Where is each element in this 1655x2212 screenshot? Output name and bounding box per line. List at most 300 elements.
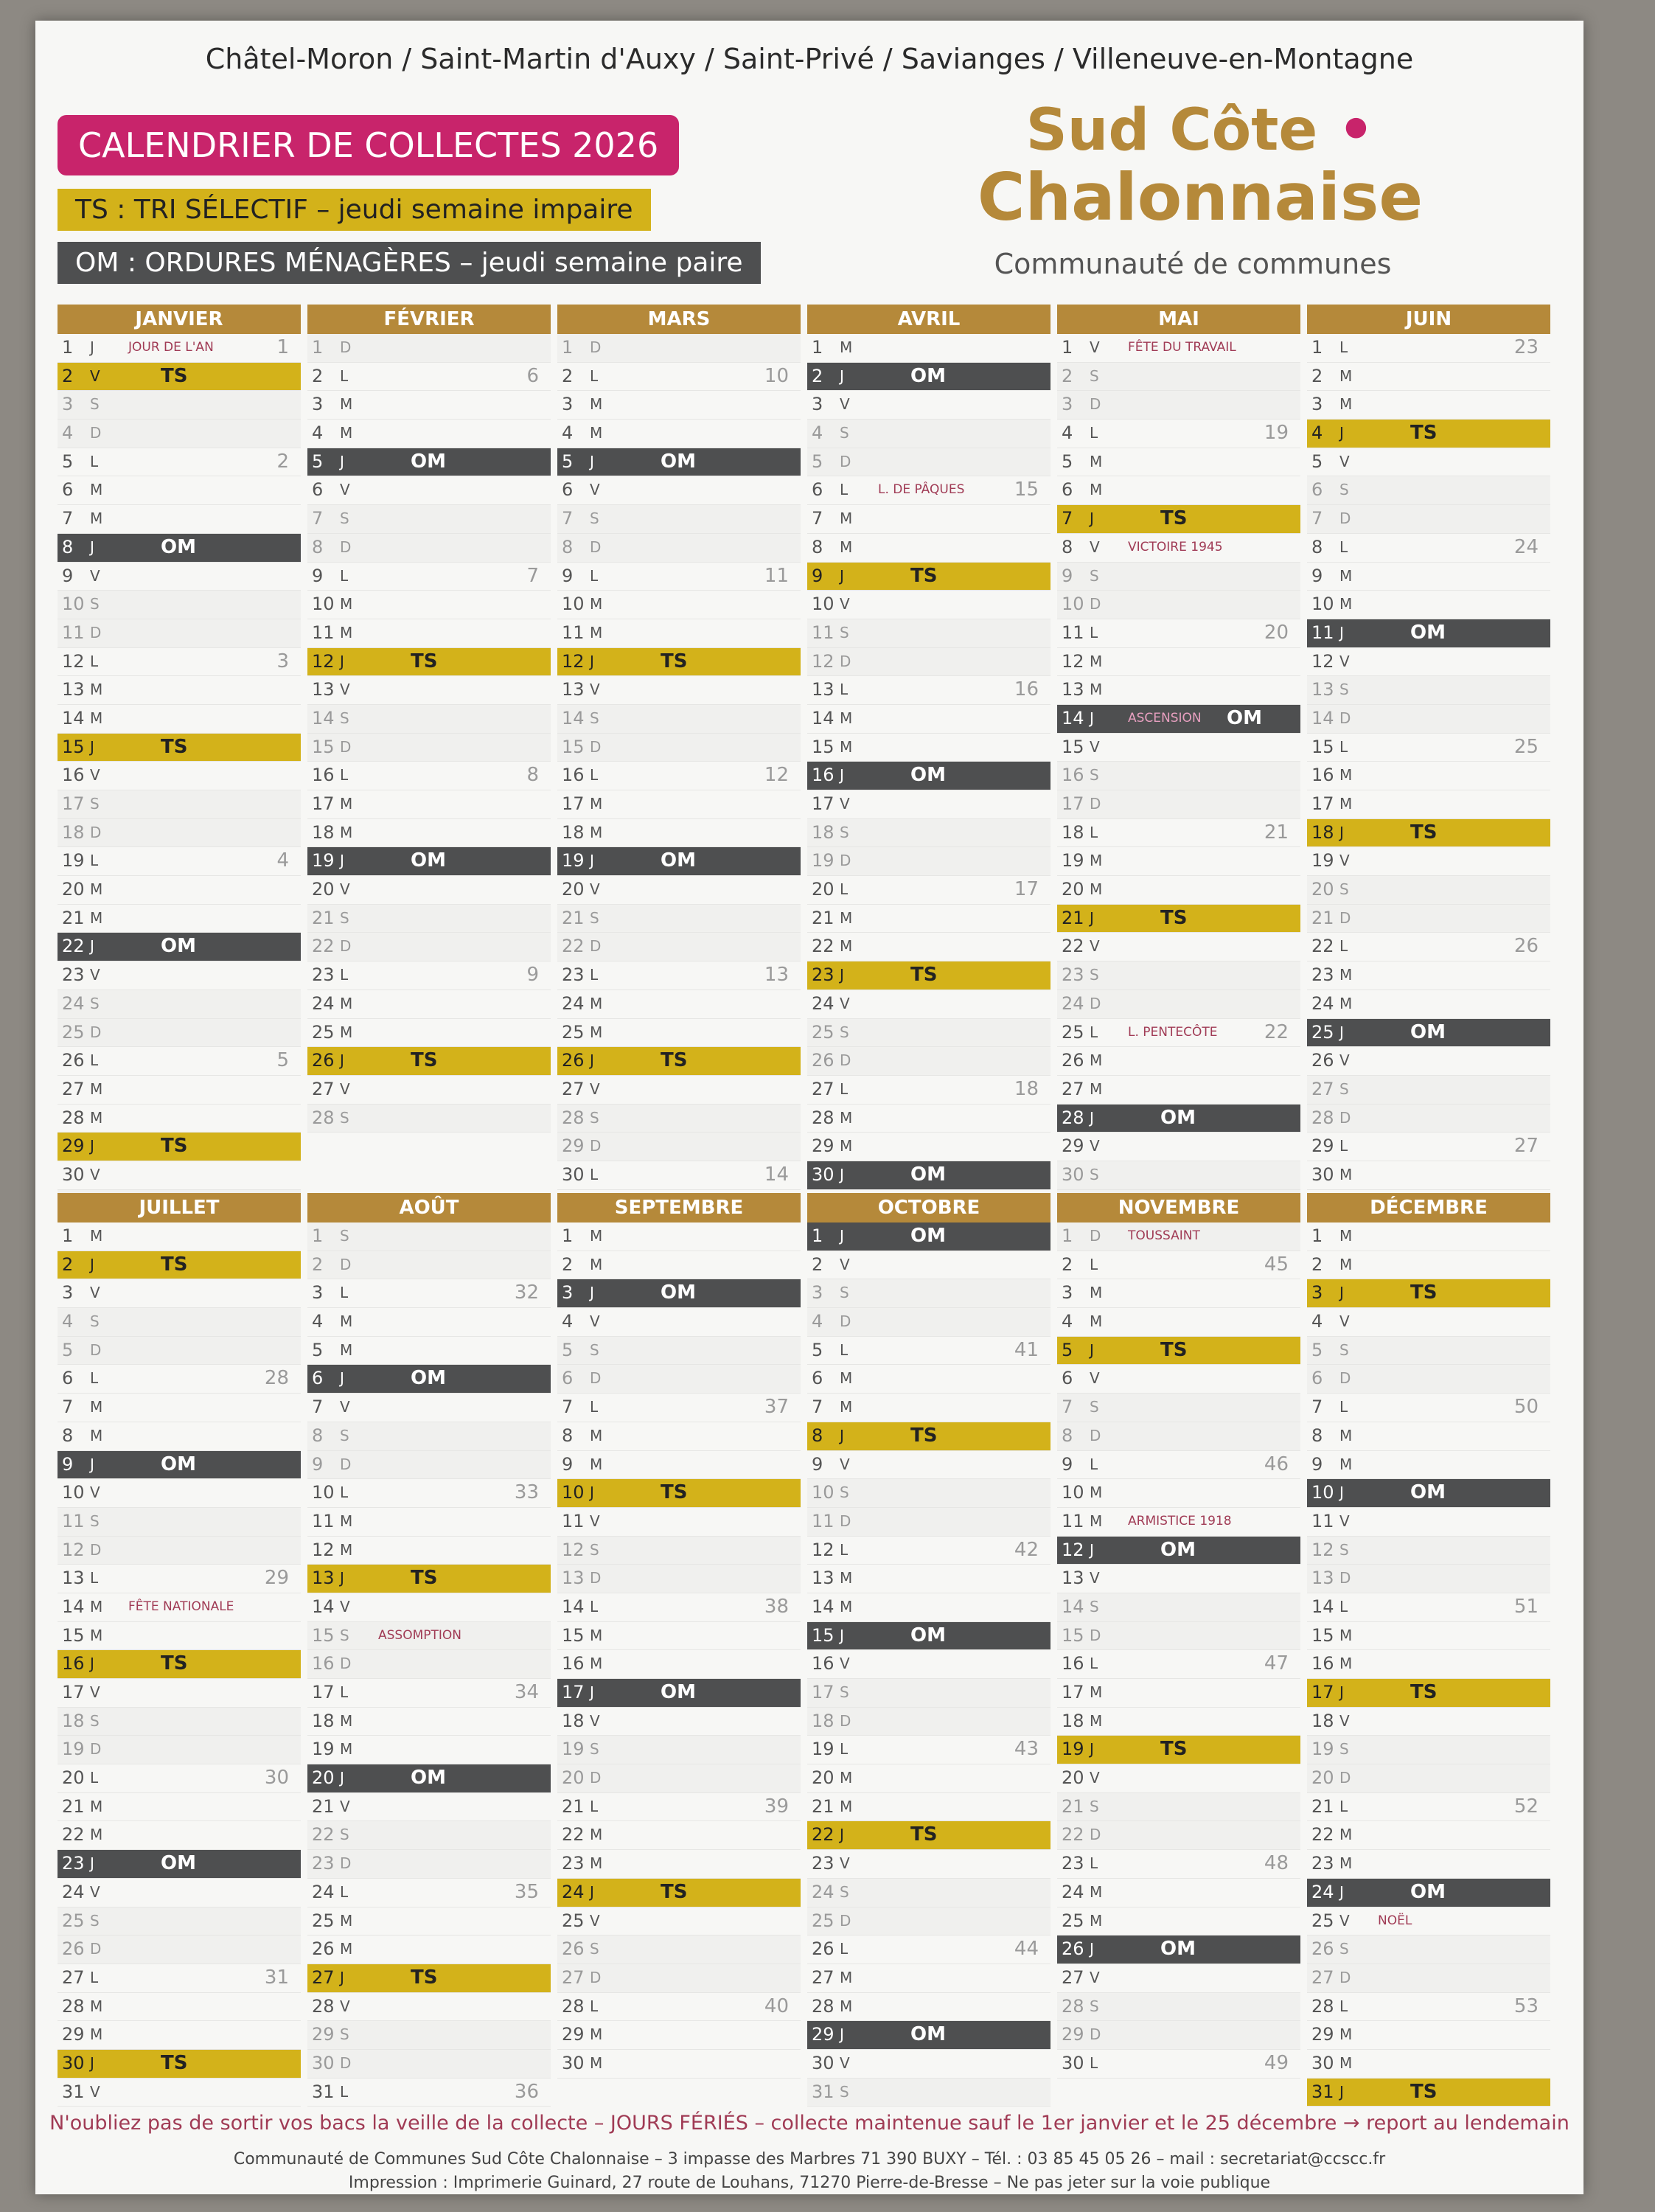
day-row <box>58 876 301 905</box>
day-row <box>58 762 301 790</box>
day-row <box>557 1821 801 1850</box>
day-row <box>807 1222 1051 1251</box>
day-letter: L <box>590 366 599 385</box>
day-number: 28 <box>562 1107 585 1128</box>
day-row <box>557 1308 801 1337</box>
ts-collection-tag: TS <box>161 735 188 758</box>
day-row <box>557 1394 801 1422</box>
day-number: 5 <box>62 451 74 472</box>
day-number: 10 <box>812 1482 835 1503</box>
day-row <box>1057 1764 1300 1793</box>
day-letter: S <box>340 1826 349 1844</box>
day-number: 13 <box>1062 1568 1084 1589</box>
day-row <box>807 1935 1051 1964</box>
week-number: 52 <box>1513 1795 1539 1818</box>
day-letter: M <box>340 623 353 641</box>
day-row <box>557 1279 801 1308</box>
day-row <box>807 2079 1051 2107</box>
day-row <box>1057 1422 1300 1451</box>
day-letter: S <box>590 509 599 528</box>
day-letter: D <box>1339 1569 1351 1587</box>
day-number: 1 <box>62 1225 74 1246</box>
day-number: 20 <box>312 1767 335 1789</box>
day-row <box>1307 648 1550 677</box>
day-letter: L <box>840 1540 849 1559</box>
day-row <box>58 1764 301 1793</box>
day-letter: S <box>90 1512 100 1530</box>
day-row <box>307 819 551 848</box>
day-letter: L <box>90 452 99 470</box>
day-row <box>557 734 801 762</box>
day-row <box>807 1622 1051 1651</box>
day-number: 16 <box>312 765 335 786</box>
week-number: 13 <box>764 964 789 987</box>
day-letter: L <box>1339 1997 1348 2015</box>
day-letter: M <box>340 1940 353 1958</box>
day-row <box>1057 1821 1300 1850</box>
day-row <box>58 1019 301 1048</box>
week-number: 32 <box>514 1281 539 1304</box>
day-letter: L <box>340 766 349 785</box>
holiday-label: VICTOIRE 1945 <box>1128 539 1223 554</box>
day-letter: S <box>590 709 599 727</box>
day-letter: M <box>590 1655 603 1673</box>
week-number: 21 <box>1264 821 1289 844</box>
day-number: 24 <box>1062 992 1084 1014</box>
day-letter: V <box>1090 1369 1100 1388</box>
day-row <box>58 1161 301 1190</box>
day-letter: M <box>90 1426 103 1444</box>
day-letter: L <box>590 1398 599 1416</box>
day-row <box>1057 1565 1300 1593</box>
day-number: 23 <box>312 1853 335 1874</box>
om-collection-tag: OM <box>161 1453 196 1475</box>
day-letter: M <box>840 338 853 356</box>
day-number: 12 <box>562 650 585 672</box>
day-number: 7 <box>562 1397 574 1418</box>
day-letter: D <box>90 424 102 442</box>
day-number: 29 <box>562 1135 585 1157</box>
week-number: 45 <box>1264 1253 1289 1276</box>
day-row <box>1307 1736 1550 1764</box>
day-number: 5 <box>1311 451 1323 472</box>
day-number: 10 <box>312 594 335 615</box>
day-letter: M <box>1339 1655 1353 1673</box>
om-collection-tag: OM <box>910 764 946 787</box>
day-number: 22 <box>1311 1824 1334 1846</box>
day-letter: S <box>590 1940 599 1958</box>
day-row <box>58 334 301 363</box>
day-letter: V <box>840 595 850 613</box>
day-row <box>1307 2021 1550 2050</box>
day-number: 10 <box>562 1482 585 1503</box>
day-row <box>557 1365 801 1394</box>
day-letter: D <box>840 1312 851 1331</box>
day-number: 20 <box>812 1767 835 1789</box>
day-row <box>58 819 301 848</box>
day-row <box>1057 1850 1300 1879</box>
day-letter: V <box>840 994 850 1012</box>
day-row <box>58 391 301 420</box>
day-number: 4 <box>62 1311 74 1332</box>
day-number: 18 <box>812 1710 835 1731</box>
day-row <box>807 1679 1051 1708</box>
day-number: 10 <box>1311 1482 1334 1503</box>
day-number: 31 <box>812 2081 835 2102</box>
day-row <box>1307 961 1550 990</box>
day-number: 19 <box>562 1739 585 1760</box>
day-letter: D <box>590 538 602 556</box>
day-letter: M <box>1090 1711 1103 1730</box>
day-number: 9 <box>312 565 324 586</box>
day-row <box>58 2079 301 2107</box>
day-row <box>307 1650 551 1679</box>
day-row <box>1057 847 1300 876</box>
day-letter: L <box>840 481 849 499</box>
ts-collection-tag: TS <box>1410 821 1438 844</box>
day-letter: V <box>90 1284 100 1302</box>
day-letter: M <box>590 994 603 1012</box>
day-row <box>307 1821 551 1850</box>
week-number: 4 <box>276 849 289 872</box>
day-number: 22 <box>812 1824 835 1846</box>
day-letter: M <box>340 1911 353 1930</box>
day-letter: J <box>1090 1540 1094 1559</box>
day-row <box>807 1879 1051 1907</box>
day-letter: L <box>340 966 349 984</box>
day-row <box>58 505 301 534</box>
day-number: 17 <box>312 1682 335 1703</box>
day-number: 24 <box>312 992 335 1014</box>
day-letter: S <box>1339 1940 1349 1958</box>
ts-collection-tag: TS <box>910 1424 938 1447</box>
day-letter: D <box>90 623 102 641</box>
day-number: 17 <box>62 793 85 814</box>
day-letter: S <box>90 1312 100 1331</box>
day-letter: S <box>1090 1997 1099 2015</box>
day-letter: L <box>840 1940 849 1958</box>
day-letter: M <box>1339 595 1353 613</box>
day-row <box>58 619 301 648</box>
day-letter: D <box>90 823 102 841</box>
day-letter: M <box>1090 1079 1103 1098</box>
day-row <box>807 961 1051 990</box>
day-letter: S <box>1339 1740 1349 1759</box>
day-row <box>1307 1708 1550 1736</box>
day-number: 22 <box>312 936 335 957</box>
day-number: 20 <box>562 1767 585 1789</box>
day-row <box>807 1850 1051 1879</box>
day-letter: M <box>340 1711 353 1730</box>
day-number: 4 <box>812 1311 823 1332</box>
day-number: 3 <box>1062 1282 1073 1304</box>
day-row <box>307 1879 551 1907</box>
day-letter: M <box>840 709 853 727</box>
day-number: 9 <box>812 565 823 586</box>
day-letter: J <box>840 766 844 785</box>
day-row <box>1307 1076 1550 1105</box>
day-number: 21 <box>1062 1795 1084 1817</box>
week-number: 20 <box>1264 621 1289 644</box>
day-letter: L <box>1090 1255 1098 1273</box>
day-letter: J <box>840 1165 844 1183</box>
ts-collection-tag: TS <box>411 650 438 672</box>
week-number: 23 <box>1513 336 1539 358</box>
day-row <box>1307 705 1550 734</box>
day-number: 22 <box>1062 936 1084 957</box>
day-row <box>307 1019 551 1048</box>
day-row <box>557 876 801 905</box>
day-number: 25 <box>1311 1021 1334 1043</box>
day-number: 3 <box>312 1282 324 1304</box>
day-letter: S <box>90 395 100 414</box>
day-letter: M <box>340 1340 353 1359</box>
day-letter: J <box>340 1769 344 1787</box>
day-row <box>307 705 551 734</box>
day-row <box>1057 1708 1300 1736</box>
day-letter: D <box>840 852 851 870</box>
day-row <box>1057 876 1300 905</box>
day-number: 30 <box>1311 2052 1334 2073</box>
day-number: 29 <box>812 2024 835 2045</box>
day-number: 13 <box>312 679 335 700</box>
day-letter: M <box>1090 1312 1103 1331</box>
day-letter: V <box>1339 1711 1350 1730</box>
day-number: 3 <box>812 394 823 415</box>
day-row <box>807 1105 1051 1133</box>
day-row <box>807 420 1051 448</box>
day-row <box>557 1879 801 1907</box>
day-letter: M <box>1090 880 1103 899</box>
day-number: 12 <box>812 650 835 672</box>
day-number: 1 <box>312 1225 324 1246</box>
day-number: 6 <box>1311 1368 1323 1389</box>
week-number: 30 <box>264 1767 289 1790</box>
day-number: 28 <box>812 1995 835 2017</box>
day-letter: S <box>340 908 349 927</box>
day-number: 1 <box>312 337 324 358</box>
day-number: 25 <box>312 1910 335 1931</box>
week-number: 15 <box>1014 479 1039 501</box>
day-number: 6 <box>562 479 574 501</box>
day-number: 11 <box>812 622 835 643</box>
day-letter: M <box>840 1968 853 1986</box>
day-letter: V <box>90 366 100 385</box>
day-number: 12 <box>312 650 335 672</box>
day-letter: M <box>340 823 353 841</box>
day-letter: J <box>1090 1340 1094 1359</box>
day-number: 4 <box>312 422 324 444</box>
day-row <box>58 1308 301 1337</box>
day-number: 26 <box>562 1938 585 1960</box>
day-number: 15 <box>562 736 585 757</box>
day-number: 14 <box>1062 707 1084 728</box>
day-number: 21 <box>62 1795 85 1817</box>
om-legend: OM : ORDURES MÉNAGÈRES – jeudi semaine paire <box>58 242 761 284</box>
day-letter: D <box>1090 994 1101 1012</box>
month-8 <box>307 1193 551 2107</box>
day-letter: L <box>1090 2053 1098 2072</box>
day-number: 23 <box>812 964 835 986</box>
day-number: 29 <box>1311 1135 1334 1157</box>
day-number: 16 <box>312 1653 335 1674</box>
month-header: SEPTEMBRE <box>557 1193 801 1222</box>
holiday-label: ASCENSION <box>1128 710 1202 726</box>
day-number: 20 <box>312 879 335 900</box>
day-row <box>1307 1279 1550 1308</box>
day-number: 28 <box>62 1107 85 1128</box>
day-number: 26 <box>312 1050 335 1071</box>
day-number: 11 <box>812 1510 835 1531</box>
day-row <box>1307 420 1550 448</box>
day-letter: M <box>90 1997 103 2015</box>
day-number: 8 <box>1311 1425 1323 1446</box>
day-row <box>1057 391 1300 420</box>
day-row <box>1307 1479 1550 1508</box>
day-number: 10 <box>1062 594 1084 615</box>
day-number: 24 <box>812 992 835 1014</box>
week-number: 2 <box>276 450 289 473</box>
day-number: 15 <box>812 1624 835 1646</box>
week-number: 8 <box>526 764 539 787</box>
day-number: 2 <box>1062 365 1073 386</box>
day-row <box>58 1251 301 1280</box>
day-letter: S <box>840 424 849 442</box>
calendar-sheet <box>35 21 1583 2194</box>
day-letter: D <box>840 652 851 670</box>
om-collection-tag: OM <box>910 2023 946 2046</box>
day-number: 22 <box>812 936 835 957</box>
day-letter: M <box>590 1023 603 1041</box>
day-row <box>807 1764 1051 1793</box>
day-row <box>557 762 801 790</box>
om-collection-tag: OM <box>411 1367 446 1390</box>
day-row <box>58 1708 301 1736</box>
holiday-label: FÊTE DU TRAVAIL <box>1128 340 1236 355</box>
day-number: 18 <box>812 821 835 843</box>
day-number: 3 <box>562 1282 574 1304</box>
day-number: 30 <box>812 1164 835 1185</box>
day-row <box>1307 1622 1550 1651</box>
day-row <box>807 1394 1051 1422</box>
day-number: 29 <box>62 1135 85 1157</box>
day-row <box>1307 1935 1550 1964</box>
day-row <box>307 1279 551 1308</box>
holiday-label: L. DE PÂQUES <box>878 482 965 498</box>
day-row <box>557 1222 801 1251</box>
day-number: 17 <box>1311 793 1334 814</box>
day-letter: M <box>1090 1683 1103 1701</box>
day-number: 19 <box>1311 1739 1334 1760</box>
day-row <box>557 905 801 933</box>
day-row <box>1057 1337 1300 1366</box>
week-number: 41 <box>1014 1338 1039 1361</box>
day-row <box>1057 819 1300 848</box>
day-number: 25 <box>562 1910 585 1931</box>
day-letter: V <box>590 1512 600 1530</box>
ts-collection-tag: TS <box>1160 906 1188 929</box>
day-number: 11 <box>562 622 585 643</box>
day-row <box>58 1565 301 1593</box>
day-letter: J <box>90 1137 94 1155</box>
day-number: 23 <box>62 1853 85 1874</box>
day-letter: S <box>90 1711 100 1730</box>
day-letter: M <box>1339 2025 1353 2044</box>
day-letter: V <box>1090 1769 1100 1787</box>
day-letter: M <box>840 1137 853 1155</box>
day-number: 19 <box>312 850 335 872</box>
day-number: 8 <box>562 1425 574 1446</box>
day-row <box>307 1964 551 1993</box>
day-row <box>1307 1764 1550 1793</box>
day-letter: M <box>590 1854 603 1873</box>
day-number: 27 <box>62 1966 85 1988</box>
day-number: 15 <box>312 736 335 757</box>
day-letter: J <box>840 1227 844 1245</box>
week-number: 44 <box>1014 1938 1039 1961</box>
day-number: 17 <box>812 1682 835 1703</box>
day-number: 8 <box>62 1425 74 1446</box>
day-letter: D <box>1090 2025 1101 2044</box>
holiday-label: ASSOMPTION <box>378 1627 462 1643</box>
day-number: 7 <box>1311 508 1323 529</box>
day-row <box>307 1708 551 1736</box>
day-row <box>307 1451 551 1480</box>
day-number: 2 <box>812 1253 823 1275</box>
day-row <box>1057 1993 1300 2022</box>
day-row <box>1057 1365 1300 1394</box>
day-number: 17 <box>812 793 835 814</box>
day-letter: V <box>90 1683 100 1701</box>
day-letter: J <box>340 1051 344 1070</box>
day-letter: M <box>590 1455 603 1473</box>
day-row <box>307 363 551 392</box>
day-letter: M <box>1339 366 1353 385</box>
day-row <box>1307 1565 1550 1593</box>
day-row <box>807 734 1051 762</box>
day-number: 4 <box>1062 422 1073 444</box>
day-number: 9 <box>312 1453 324 1475</box>
day-row <box>58 1593 301 1622</box>
day-letter: M <box>590 795 603 813</box>
day-row <box>58 1622 301 1651</box>
week-number: 5 <box>276 1049 289 1072</box>
week-number: 19 <box>1264 422 1289 445</box>
day-letter: D <box>340 1255 352 1273</box>
ts-collection-tag: TS <box>161 1135 188 1158</box>
day-row <box>807 933 1051 961</box>
om-collection-tag: OM <box>1410 1020 1446 1043</box>
day-number: 23 <box>562 1853 585 1874</box>
om-collection-tag: OM <box>661 849 696 872</box>
day-row <box>307 933 551 961</box>
week-number: 50 <box>1513 1396 1539 1419</box>
day-number: 7 <box>1311 1397 1323 1418</box>
day-letter: S <box>1090 1398 1099 1416</box>
day-letter: M <box>1090 681 1103 699</box>
day-number: 7 <box>312 1397 324 1418</box>
week-number: 40 <box>764 1994 789 2017</box>
day-row <box>807 705 1051 734</box>
day-letter: L <box>1090 1655 1098 1673</box>
day-letter: V <box>1090 1968 1100 1986</box>
day-row <box>307 1993 551 2022</box>
day-number: 16 <box>1311 765 1334 786</box>
day-number: 19 <box>812 1739 835 1760</box>
day-letter: L <box>1339 338 1348 356</box>
day-number: 13 <box>62 1568 85 1589</box>
day-letter: M <box>90 1398 103 1416</box>
